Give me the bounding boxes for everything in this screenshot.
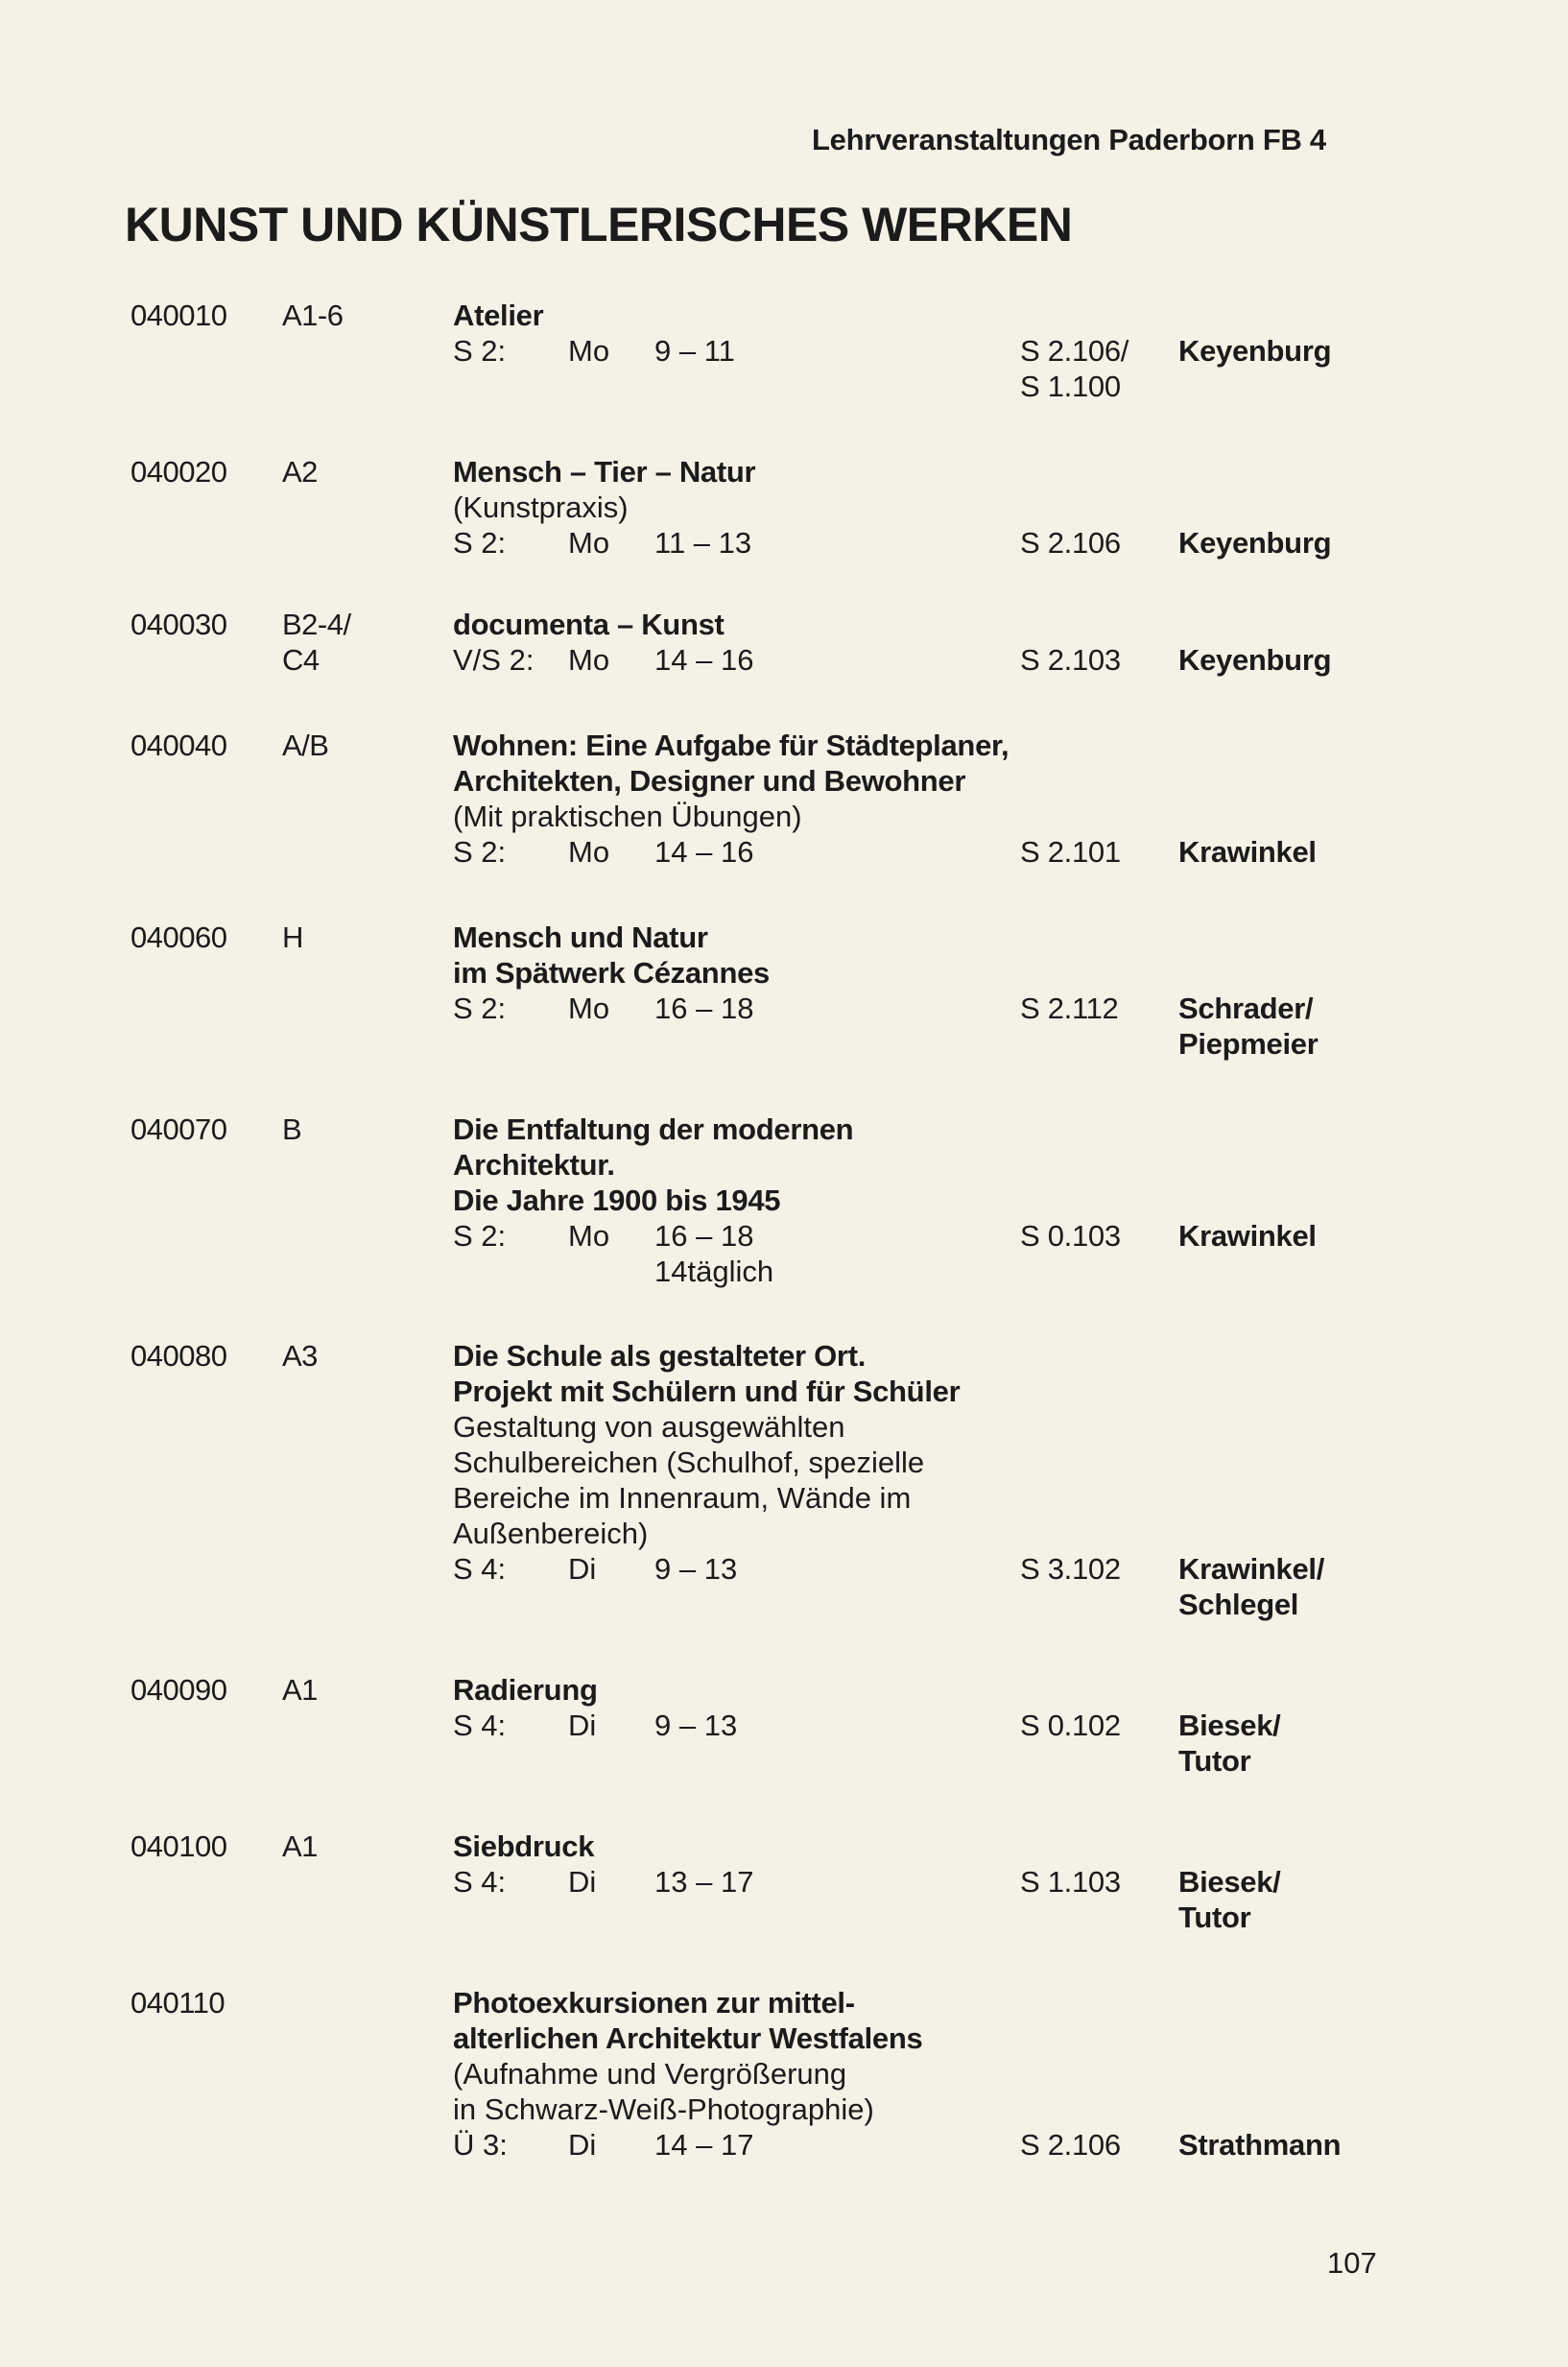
schedule — [453, 642, 1048, 678]
course-code: 040080 — [131, 1339, 227, 1373]
course-code: 040020 — [131, 455, 227, 489]
study-area — [282, 298, 343, 333]
schedule — [453, 1708, 1048, 1743]
schedule — [453, 834, 1048, 870]
lecturer-line: Schlegel — [1178, 1588, 1299, 1621]
course-content — [453, 728, 1048, 870]
course-title-line: Architektur. — [453, 1148, 615, 1182]
lecturer-line: Krawinkel — [1178, 1219, 1317, 1253]
weekday: Di — [568, 1709, 597, 1742]
study-area — [282, 1672, 318, 1708]
course-type: S 2: — [453, 334, 507, 368]
course-code: 040100 — [131, 1829, 227, 1863]
course-code: 040040 — [131, 729, 227, 762]
room-line: S 2.112 — [1020, 992, 1119, 1025]
time-slot: 9 – 13 — [654, 1709, 738, 1742]
course-type: Ü 3: — [453, 2128, 508, 2162]
course-code: 040070 — [131, 1112, 227, 1146]
course-code: 040090 — [131, 1673, 227, 1707]
time-slot: 13 – 17 — [654, 1865, 754, 1899]
time-slot: 11 – 13 — [654, 526, 752, 560]
course-type: S 2: — [453, 526, 507, 560]
course-title-line: Wohnen: Eine Aufgabe für Städteplaner, — [453, 729, 1010, 762]
course-content — [453, 1985, 1048, 2163]
room — [1020, 1218, 1121, 1254]
room — [1020, 1864, 1121, 1900]
course-code: 040110 — [131, 1986, 226, 2020]
course-title-line: alterlichen Architektur Westfalens — [453, 2021, 923, 2055]
time-slot: 9 – 13 — [654, 1552, 738, 1586]
room-line: S 0.103 — [1020, 1219, 1121, 1253]
course-content — [453, 454, 1048, 561]
lecturer-line: Krawinkel — [1178, 835, 1317, 869]
study-area-line: A1 — [282, 1673, 318, 1707]
study-area — [282, 1829, 318, 1864]
course-code: 040060 — [131, 920, 227, 954]
section-title: KUNST UND KÜNSTLERISCHES WERKEN — [125, 198, 1073, 251]
lecturer-line: Keyenburg — [1178, 643, 1332, 677]
weekday: Mo — [568, 643, 610, 677]
course-title-line: Die Jahre 1900 bis 1945 — [453, 1184, 781, 1217]
lecturer — [1178, 525, 1331, 561]
course-description-line: Schulbereichen (Schulhof, spezielle — [453, 1446, 925, 1479]
time-slot: 9 – 11 — [654, 334, 735, 368]
weekday: Di — [568, 2128, 597, 2162]
lecturer — [1178, 333, 1331, 369]
room-line: S 3.102 — [1020, 1552, 1121, 1586]
lecturer — [1178, 2127, 1341, 2163]
course-code: 040010 — [131, 299, 227, 332]
course-type: S 2: — [453, 1219, 507, 1253]
room-line: S 2.106/ — [1020, 334, 1129, 368]
course-title-line: Photoexkursionen zur mittel- — [453, 1986, 855, 2020]
course-content — [453, 920, 1048, 1026]
time-slot: 14 – 16 — [654, 835, 754, 869]
course-title-line: im Spätwerk Cézannes — [453, 956, 770, 990]
time-slot: 16 – 18 — [654, 992, 754, 1025]
course-title-line: Radierung — [453, 1673, 598, 1707]
course-title-line: Die Entfaltung der modernen — [453, 1112, 854, 1146]
course-type: V/S 2: — [453, 643, 535, 677]
course-content — [453, 298, 1048, 369]
course-description-line: (Mit praktischen Übungen) — [453, 800, 802, 833]
lecturer-line: Schrader/ — [1178, 992, 1314, 1025]
course-code: 040030 — [131, 608, 227, 641]
course-title-line: Atelier — [453, 299, 544, 332]
lecturer-line: Keyenburg — [1178, 526, 1332, 560]
lecturer-line: Tutor — [1178, 1901, 1251, 1934]
weekday: Mo — [568, 992, 610, 1025]
room — [1020, 2127, 1121, 2163]
study-area — [282, 454, 318, 490]
room-line: S 2.101 — [1020, 835, 1121, 869]
study-area-line: A2 — [282, 455, 318, 489]
study-area — [282, 920, 303, 955]
study-area-line: A/B — [282, 729, 329, 762]
room — [1020, 525, 1121, 561]
lecturer-line: Biesek/ — [1178, 1865, 1281, 1899]
room — [1020, 1708, 1121, 1743]
course-title-line: documenta – Kunst — [453, 608, 725, 641]
study-area — [282, 1338, 318, 1374]
lecturer-line: Biesek/ — [1178, 1709, 1281, 1742]
lecturer-line: Krawinkel/ — [1178, 1552, 1325, 1586]
course-type: S 2: — [453, 835, 507, 869]
weekday: Mo — [568, 1219, 610, 1253]
schedule-note: 14täglich — [654, 1255, 774, 1288]
study-area — [282, 728, 328, 763]
lecturer-line: Piepmeier — [1178, 1027, 1319, 1061]
course-type: S 2: — [453, 992, 507, 1025]
study-area-line: A3 — [282, 1339, 318, 1373]
course-description-line: in Schwarz-Weiß-Photographie) — [453, 2092, 874, 2126]
study-area-line: C4 — [282, 643, 320, 677]
lecturer — [1178, 1218, 1317, 1254]
schedule — [453, 333, 1048, 369]
study-area-line: A1-6 — [282, 299, 344, 332]
course-content — [453, 607, 1048, 678]
room-line: S 0.102 — [1020, 1709, 1121, 1742]
course-content — [453, 1672, 1048, 1743]
time-slot: 14 – 17 — [654, 2128, 754, 2162]
course-title-line: Die Schule als gestalteter Ort. — [453, 1339, 867, 1373]
room-line: S 2.103 — [1020, 643, 1121, 677]
room — [1020, 991, 1118, 1026]
room — [1020, 834, 1121, 870]
room-line: S 2.106 — [1020, 2128, 1121, 2162]
course-type: S 4: — [453, 1865, 507, 1899]
page-number: 107 — [1327, 2246, 1377, 2280]
schedule — [453, 525, 1048, 561]
study-area-line: H — [282, 920, 303, 954]
room-line: S 1.103 — [1020, 1865, 1121, 1899]
room — [1020, 333, 1128, 404]
schedule — [453, 991, 1048, 1026]
lecturer-line: Tutor — [1178, 1744, 1251, 1778]
course-description-line: Gestaltung von ausgewählten — [453, 1410, 845, 1444]
study-area-line: A1 — [282, 1829, 318, 1863]
course-title-line: Mensch – Tier – Natur — [453, 455, 756, 489]
course-content — [453, 1338, 1048, 1587]
study-area — [282, 607, 351, 678]
study-area-line: B — [282, 1112, 302, 1146]
room-line: S 1.100 — [1020, 370, 1121, 403]
schedule — [453, 1551, 1048, 1587]
schedule — [453, 1864, 1048, 1900]
schedule — [453, 1218, 1048, 1254]
course-title-line: Mensch und Natur — [453, 920, 708, 954]
course-title-line: Architekten, Designer und Bewohner — [453, 764, 966, 798]
lecturer — [1178, 642, 1331, 678]
lecturer — [1178, 1864, 1280, 1935]
weekday: Di — [568, 1865, 597, 1899]
course-content — [453, 1112, 1048, 1289]
time-slot: 16 – 18 — [654, 1219, 754, 1253]
running-header: Lehrveranstaltungen Paderborn FB 4 — [812, 123, 1326, 156]
room — [1020, 1551, 1121, 1587]
course-description-line: Außenbereich) — [453, 1517, 649, 1550]
weekday: Mo — [568, 835, 610, 869]
weekday: Mo — [568, 334, 610, 368]
lecturer — [1178, 834, 1317, 870]
lecturer-line: Keyenburg — [1178, 334, 1332, 368]
schedule-note-row — [453, 1254, 1048, 1289]
course-type: S 4: — [453, 1709, 507, 1742]
course-description-line: (Aufnahme und Vergrößerung — [453, 2057, 847, 2091]
lecturer-line: Strathmann — [1178, 2128, 1342, 2162]
time-slot: 14 – 16 — [654, 643, 754, 677]
course-description-line: (Kunstpraxis) — [453, 490, 629, 524]
schedule — [453, 2127, 1048, 2163]
lecturer — [1178, 1708, 1280, 1779]
course-description-line: Bereiche im Innenraum, Wände im — [453, 1481, 912, 1515]
room-line: S 2.106 — [1020, 526, 1121, 560]
weekday: Mo — [568, 526, 610, 560]
course-title-line: Projekt mit Schülern und für Schüler — [453, 1375, 961, 1408]
course-content — [453, 1829, 1048, 1900]
lecturer — [1178, 1551, 1324, 1622]
room — [1020, 642, 1121, 678]
study-area-line: B2-4/ — [282, 608, 351, 641]
course-type: S 4: — [453, 1552, 507, 1586]
lecturer — [1178, 991, 1319, 1062]
weekday: Di — [568, 1552, 597, 1586]
study-area — [282, 1112, 301, 1147]
course-title-line: Siebdruck — [453, 1829, 595, 1863]
